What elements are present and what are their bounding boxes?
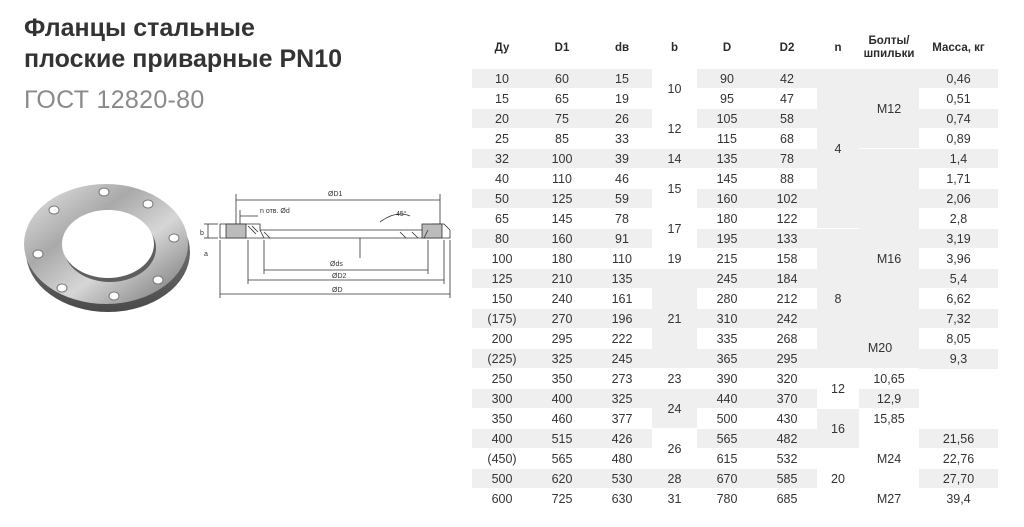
mass-cell: 10,65 <box>859 369 919 389</box>
d-cell: 160 <box>697 189 757 209</box>
a-label: a <box>204 251 208 258</box>
mass-cell: 0,74 <box>919 109 998 129</box>
d1-cell: 565 <box>532 449 592 469</box>
mass-cell: 7,32 <box>919 309 998 329</box>
n-cell: 12 <box>817 369 859 409</box>
d2-cell: 585 <box>757 469 817 489</box>
d2-cell: 184 <box>757 269 817 289</box>
du-cell: 15 <box>472 89 532 109</box>
d2-cell: 242 <box>757 309 817 329</box>
d-cell: 280 <box>697 289 757 309</box>
du-cell: 50 <box>472 189 532 209</box>
d1-cell: 145 <box>532 209 592 229</box>
d-cell: 335 <box>697 329 757 349</box>
d1-cell: 125 <box>532 189 592 209</box>
dv-cell: 110 <box>592 249 652 269</box>
n-cell: 20 <box>817 449 859 509</box>
dv-cell: 377 <box>592 409 652 429</box>
mass-cell: 8,05 <box>919 329 998 349</box>
d-cell: 310 <box>697 309 757 329</box>
d1-cell: 240 <box>532 289 592 309</box>
dv-cell: 245 <box>592 349 652 369</box>
header-du: Ду <box>494 41 510 54</box>
d2-cell: 320 <box>757 369 817 389</box>
dv-cell: 15 <box>592 69 652 89</box>
d2-label: ØD2 <box>332 273 347 280</box>
mass-cell: 39,4 <box>919 489 998 509</box>
standard-subtitle: ГОСТ 12820-80 <box>24 86 205 114</box>
angle-label: 45° <box>396 211 407 218</box>
d1-cell: 85 <box>532 129 592 149</box>
flange-photo <box>18 176 194 316</box>
table-row <box>472 289 998 309</box>
du-cell: 350 <box>472 409 532 429</box>
mass-cell: 15,85 <box>859 409 919 429</box>
header-d1: D1 <box>554 41 570 54</box>
b-cell: 15 <box>652 169 697 209</box>
d1-cell: 725 <box>532 489 592 509</box>
header-n: n <box>834 41 842 54</box>
b-cell: 19 <box>652 249 697 269</box>
d-cell: 195 <box>697 229 757 249</box>
d-cell: 180 <box>697 209 757 229</box>
b-label: b <box>200 230 204 237</box>
mass-cell: 5,4 <box>919 269 998 289</box>
table-row <box>472 449 998 469</box>
mass-cell: 1,71 <box>919 169 998 189</box>
d1-cell: 515 <box>532 429 592 449</box>
table-row <box>472 229 998 249</box>
dv-cell: 273 <box>592 369 652 389</box>
bolts-cell: M12 <box>859 69 919 149</box>
table-row <box>472 249 998 269</box>
d1-cell: 270 <box>532 309 592 329</box>
du-cell: 400 <box>472 429 532 449</box>
b-cell: 10 <box>652 69 697 109</box>
table-row <box>472 149 998 169</box>
d1-cell: 210 <box>532 269 592 289</box>
du-cell: (450) <box>472 449 532 469</box>
d-cell: 390 <box>697 369 757 389</box>
dv-cell: 19 <box>592 89 652 109</box>
d-cell: 95 <box>697 89 757 109</box>
d1-cell: 295 <box>532 329 592 349</box>
d1-cell: 325 <box>532 349 592 369</box>
d1-label: ØD1 <box>328 191 343 198</box>
d1-cell: 460 <box>532 409 592 429</box>
d1-cell: 110 <box>532 169 592 189</box>
table-row <box>472 409 998 429</box>
du-cell: 20 <box>472 109 532 129</box>
mass-cell: 3,19 <box>919 229 998 249</box>
mass-cell: 0,51 <box>919 89 998 109</box>
d1-cell: 100 <box>532 149 592 169</box>
dv-cell: 33 <box>592 129 652 149</box>
du-cell: (225) <box>472 349 532 369</box>
mass-cell: 3,96 <box>919 249 998 269</box>
d2-cell: 58 <box>757 109 817 129</box>
table-row <box>472 89 998 109</box>
d2-cell: 212 <box>757 289 817 309</box>
mass-cell: 27,70 <box>919 469 998 489</box>
d1-cell: 620 <box>532 469 592 489</box>
du-cell: 32 <box>472 149 532 169</box>
n-cell: 4 <box>817 69 859 229</box>
d2-cell: 295 <box>757 349 817 369</box>
table-row <box>472 429 998 449</box>
dv-cell: 26 <box>592 109 652 129</box>
d2-cell: 78 <box>757 149 817 169</box>
holes-label: n отв. Ød <box>260 208 290 215</box>
b-cell: 31 <box>652 489 697 509</box>
d-cell: 115 <box>697 129 757 149</box>
du-cell: 65 <box>472 209 532 229</box>
b-cell: 23 <box>652 369 697 389</box>
d2-cell: 133 <box>757 229 817 249</box>
n-cell: 16 <box>817 409 859 449</box>
dv-cell: 135 <box>592 269 652 289</box>
d2-cell: 370 <box>757 389 817 409</box>
d2-cell: 482 <box>757 429 817 449</box>
d2-cell: 102 <box>757 189 817 209</box>
d-cell: 440 <box>697 389 757 409</box>
d2-cell: 158 <box>757 249 817 269</box>
dv-cell: 325 <box>592 389 652 409</box>
table-row <box>472 209 998 229</box>
dv-cell: 196 <box>592 309 652 329</box>
d1-cell: 160 <box>532 229 592 249</box>
title-line-1: Фланцы стальные <box>24 14 255 42</box>
dv-cell: 59 <box>592 189 652 209</box>
d-cell: 780 <box>697 489 757 509</box>
dv-cell: 480 <box>592 449 652 469</box>
dv-cell: 161 <box>592 289 652 309</box>
d2-cell: 122 <box>757 209 817 229</box>
table-row <box>472 349 998 369</box>
mass-cell: 12,9 <box>859 389 919 409</box>
d-cell: 90 <box>697 69 757 89</box>
table-row <box>472 129 998 149</box>
du-cell: 25 <box>472 129 532 149</box>
du-cell: 40 <box>472 169 532 189</box>
dv-cell: 46 <box>592 169 652 189</box>
du-cell: 250 <box>472 369 532 389</box>
table-header-row <box>472 28 998 69</box>
d-cell: 105 <box>697 109 757 129</box>
d2-cell: 268 <box>757 329 817 349</box>
d2-cell: 42 <box>757 69 817 89</box>
flange-drawing <box>200 180 470 300</box>
du-cell: 80 <box>472 229 532 249</box>
du-cell: 500 <box>472 469 532 489</box>
dv-cell: 91 <box>592 229 652 249</box>
b-cell: 26 <box>652 429 697 469</box>
dv-label: Øds <box>330 261 343 268</box>
mass-cell: 0,89 <box>919 129 998 149</box>
table-row <box>472 389 998 409</box>
bolts-cell: M16 <box>859 149 919 369</box>
du-cell: 150 <box>472 289 532 309</box>
table-row <box>472 369 998 389</box>
du-cell: 600 <box>472 489 532 509</box>
d1-cell: 60 <box>532 69 592 89</box>
dv-cell: 630 <box>592 489 652 509</box>
table-row <box>472 489 998 509</box>
d2-cell: 88 <box>757 169 817 189</box>
d-cell: 615 <box>697 449 757 469</box>
page-title <box>24 13 342 75</box>
n-cell: 8 <box>817 229 859 369</box>
bolts-cell: M24 <box>859 429 919 489</box>
du-cell: 100 <box>472 249 532 269</box>
dv-cell: 222 <box>592 329 652 349</box>
dv-cell: 78 <box>592 209 652 229</box>
b-cell: 12 <box>652 109 697 149</box>
b-cell: 24 <box>652 389 697 429</box>
mass-cell: 0,46 <box>919 69 998 89</box>
d1-cell: 65 <box>532 89 592 109</box>
d-cell: 565 <box>697 429 757 449</box>
header-dv: dв <box>614 41 630 54</box>
table-row <box>472 469 998 489</box>
d2-cell: 685 <box>757 489 817 509</box>
mass-cell: 2,8 <box>919 209 998 229</box>
header-bolts: Болты/ шпильки <box>863 35 915 60</box>
du-cell: 300 <box>472 389 532 409</box>
b-cell: 28 <box>652 469 697 489</box>
mass-cell: 6,62 <box>919 289 998 309</box>
d-cell: 145 <box>697 169 757 189</box>
mass-cell: 22,76 <box>919 449 998 469</box>
table-row <box>472 329 998 349</box>
d1-cell: 180 <box>532 249 592 269</box>
header-d: D <box>722 41 732 54</box>
d-cell: 670 <box>697 469 757 489</box>
du-cell: 125 <box>472 269 532 289</box>
b-cell: 17 <box>652 209 697 249</box>
bolts-m20-label: M20 <box>867 341 893 355</box>
d2-cell: 68 <box>757 129 817 149</box>
du-cell: (175) <box>472 309 532 329</box>
d1-cell: 400 <box>532 389 592 409</box>
d-cell: 365 <box>697 349 757 369</box>
table-row <box>472 169 998 189</box>
title-line-2: плоские приварные PN10 <box>24 45 343 73</box>
table-row <box>472 189 998 209</box>
d-label: ØD <box>332 287 343 294</box>
header-mass: Масса, кг <box>932 41 985 54</box>
dv-cell: 39 <box>592 149 652 169</box>
mass-cell: 9,3 <box>919 349 998 369</box>
d1-cell: 350 <box>532 369 592 389</box>
mass-cell: 1,4 <box>919 149 998 169</box>
dv-cell: 426 <box>592 429 652 449</box>
du-cell: 200 <box>472 329 532 349</box>
d1-cell: 75 <box>532 109 592 129</box>
table-row <box>472 109 998 129</box>
d-cell: 215 <box>697 249 757 269</box>
table-row <box>472 309 998 329</box>
b-cell: 21 <box>652 269 697 369</box>
header-b: b <box>670 41 679 54</box>
mass-cell: 2,06 <box>919 189 998 209</box>
d2-cell: 430 <box>757 409 817 429</box>
mass-cell: 21,56 <box>919 429 998 449</box>
d2-cell: 532 <box>757 449 817 469</box>
b-cell: 14 <box>652 149 697 169</box>
bolts-cell: M27 <box>859 489 919 509</box>
header-d2: D2 <box>779 41 795 54</box>
d-cell: 500 <box>697 409 757 429</box>
table-row <box>472 269 998 289</box>
bolts-cell-m20 <box>850 278 910 418</box>
bolt-hole-left <box>226 224 246 238</box>
d-cell: 245 <box>697 269 757 289</box>
d2-cell: 47 <box>757 89 817 109</box>
du-cell: 10 <box>472 69 532 89</box>
dv-cell: 530 <box>592 469 652 489</box>
d-cell: 135 <box>697 149 757 169</box>
table-row <box>472 69 998 89</box>
flange-dimensions-table <box>472 28 998 508</box>
